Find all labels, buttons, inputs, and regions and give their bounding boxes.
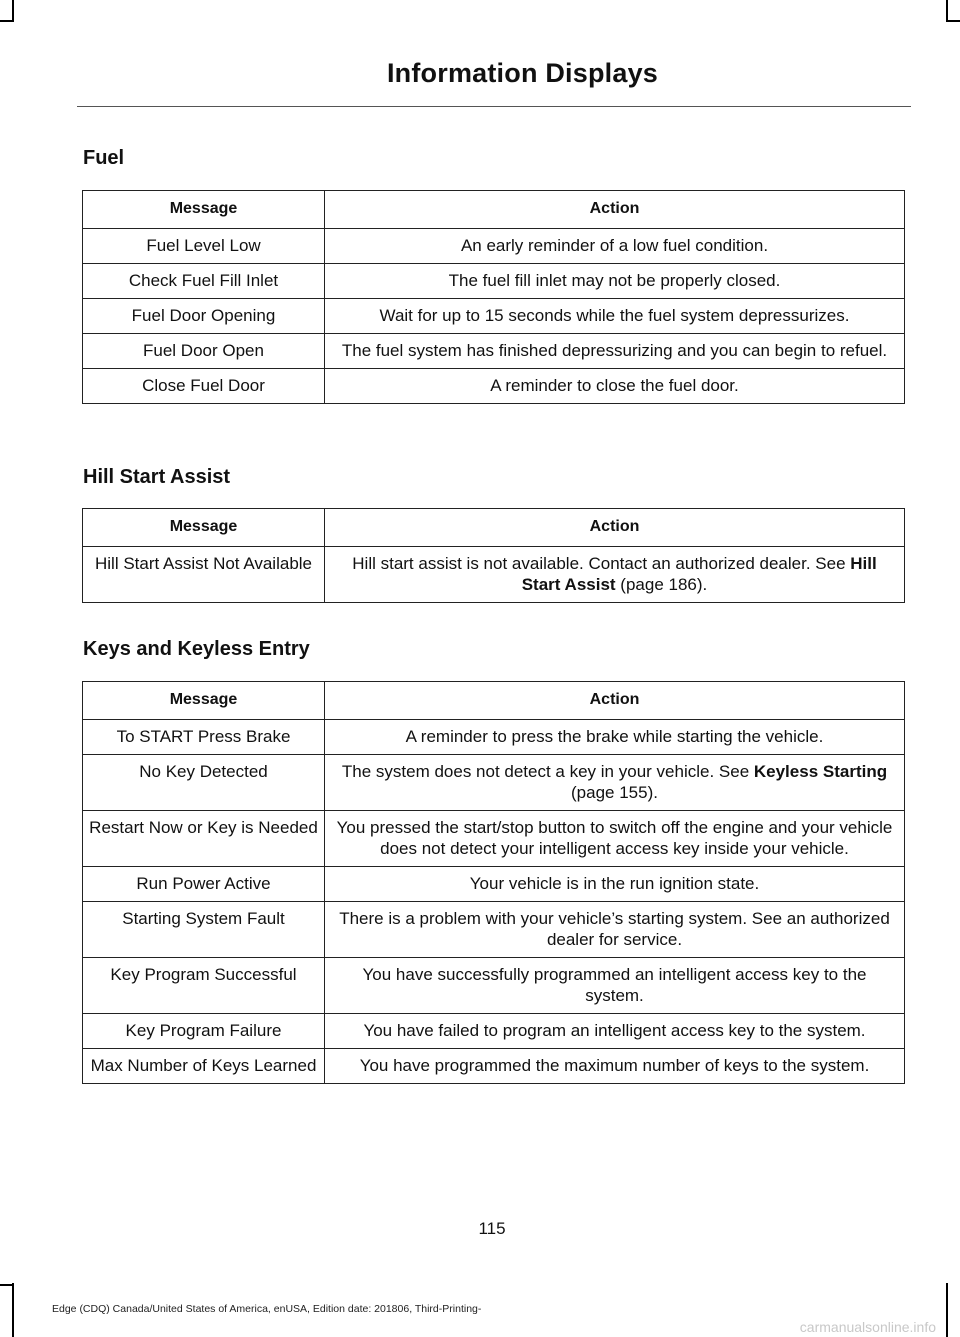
crop-mark (12, 0, 14, 22)
message-cell: Max Number of Keys Learned (83, 1049, 325, 1084)
table-header-row (83, 191, 905, 229)
header-divider (77, 106, 911, 107)
table-row (83, 867, 905, 902)
cross-reference-link[interactable]: Hill Start Assist (521, 554, 877, 594)
watermark: carmanualsonline.info (799, 1319, 936, 1335)
page-title: Information Displays (386, 58, 658, 88)
table-header-row (83, 509, 905, 547)
action-cell: Wait for up to 15 seconds while the fuel system depressurizes. (325, 299, 905, 334)
table-header-row (83, 682, 905, 720)
hill-start-assist-message-table (82, 508, 905, 603)
column-header-message: Message (83, 682, 325, 720)
table-row (83, 299, 905, 334)
table-row (83, 720, 905, 755)
table-row (83, 264, 905, 299)
column-header-action: Action (325, 191, 905, 229)
keys-message-table (82, 681, 905, 1084)
section-title-keys-and-keyless-entry: Keys and Keyless Entry (83, 638, 310, 660)
column-header-action: Action (325, 682, 905, 720)
message-cell: Run Power Active (83, 867, 325, 902)
message-cell: Key Program Failure (83, 1014, 325, 1049)
table-row (83, 958, 905, 1014)
message-cell: Restart Now or Key is Needed (83, 811, 325, 867)
action-cell (325, 755, 905, 811)
table-row (83, 334, 905, 369)
crop-mark (0, 20, 14, 22)
column-header-message: Message (83, 191, 325, 229)
page-reference: (page 155). (571, 783, 658, 802)
action-cell: Your vehicle is in the run ignition state. (325, 867, 905, 902)
crop-mark (12, 1283, 14, 1337)
table-row (83, 1014, 905, 1049)
action-text: The system does not detect a key in your vehicle. See (341, 762, 754, 781)
page-reference: (page 186). (615, 575, 708, 594)
action-cell: You pressed the start/stop button to switch off the engine and your vehicle does not detect your intelligent access key inside your vehicle. (325, 811, 905, 867)
action-cell: The fuel fill inlet may not be properly closed. (325, 264, 905, 299)
message-cell: Fuel Door Opening (83, 299, 325, 334)
table-row (83, 755, 905, 811)
crop-mark (946, 20, 960, 22)
action-cell: You have successfully programmed an intelligent access key to the system. (325, 958, 905, 1014)
message-cell: Fuel Level Low (83, 229, 325, 264)
edition-footer: Edge (CDQ) Canada/United States of America, enUSA, Edition date: 201806, Third-Printing- (52, 1303, 482, 1315)
action-cell: You have failed to program an intelligent access key to the system. (325, 1014, 905, 1049)
message-cell: Fuel Door Open (83, 334, 325, 369)
action-cell: A reminder to press the brake while starting the vehicle. (325, 720, 905, 755)
crop-mark (0, 1284, 14, 1286)
action-cell (325, 547, 905, 603)
column-header-action: Action (325, 509, 905, 547)
action-cell: A reminder to close the fuel door. (325, 369, 905, 404)
message-cell: Starting System Fault (83, 902, 325, 958)
message-cell: Key Program Successful (83, 958, 325, 1014)
fuel-message-table (82, 190, 905, 404)
action-text: Hill start assist is not available. Contact an authorized dealer. See (352, 554, 851, 573)
message-cell: Hill Start Assist Not Available (83, 547, 325, 603)
section-title-fuel: Fuel (83, 147, 125, 169)
table-row (83, 902, 905, 958)
message-cell: No Key Detected (83, 755, 325, 811)
table-row (83, 811, 905, 867)
table-row (83, 547, 905, 603)
action-cell: The fuel system has finished depressurizing and you can begin to refuel. (325, 334, 905, 369)
message-cell: Check Fuel Fill Inlet (83, 264, 325, 299)
page-number: 115 (478, 1219, 506, 1238)
message-cell: To START Press Brake (83, 720, 325, 755)
cross-reference-link[interactable]: Keyless Starting (753, 762, 888, 781)
action-cell: There is a problem with your vehicle’s starting system. See an authorized dealer for service. (325, 902, 905, 958)
table-row (83, 229, 905, 264)
crop-mark (946, 1283, 948, 1337)
action-cell: An early reminder of a low fuel condition. (325, 229, 905, 264)
crop-mark (946, 0, 948, 22)
action-cell: You have programmed the maximum number of keys to the system. (325, 1049, 905, 1084)
message-cell: Close Fuel Door (83, 369, 325, 404)
section-title-hill-start-assist: Hill Start Assist (83, 466, 231, 488)
table-row (83, 1049, 905, 1084)
table-row (83, 369, 905, 404)
column-header-message: Message (83, 509, 325, 547)
